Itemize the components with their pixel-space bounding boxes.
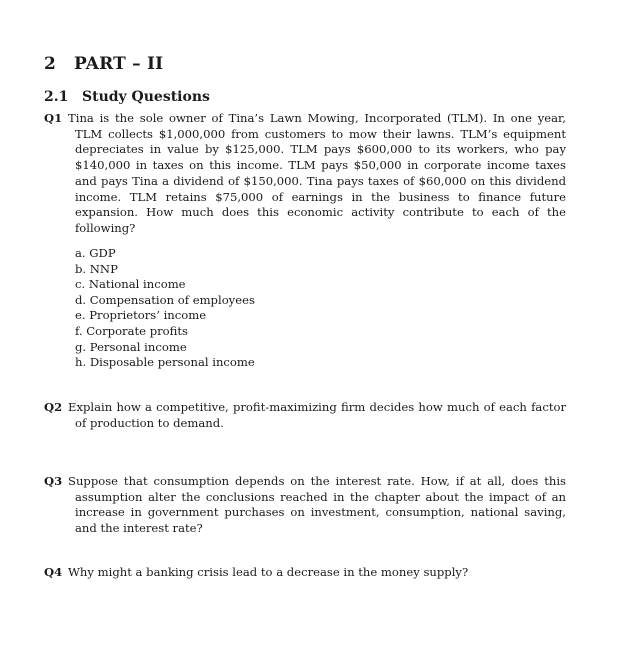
section-heading: [44, 54, 163, 74]
question-1-label: Q1: [44, 111, 63, 125]
question-2-label: Q2: [44, 400, 63, 414]
list-item: h. Disposable personal income: [75, 355, 255, 370]
question-2: [44, 400, 566, 431]
list-item: a. GDP: [75, 246, 116, 260]
question-2-text: Explain how a competitive, profit-maximizing firm decides how much of each factor of production to demand.: [68, 400, 566, 430]
question-3-text: Suppose that consumption depends on the interest rate. How, if at all, does this assumption alter the conclusions reached in the chapter about the impact of an increase in government purchases on investment, consumption, national saving, and the interest rate?: [68, 474, 566, 536]
question-3: [44, 474, 566, 537]
subsection-heading: [44, 89, 210, 105]
section-number: 2: [44, 54, 57, 74]
list-item: f. Corporate profits: [75, 323, 188, 338]
question-4-label: Q4: [44, 565, 63, 579]
list-item: d. Compensation of employees: [75, 292, 255, 307]
subsection-title: Study Questions: [82, 89, 210, 105]
subsection-number: 2.1: [44, 89, 69, 105]
question-4-text: Why might a banking crisis lead to a decrease in the money supply?: [68, 565, 469, 579]
question-1-text: Tina is the sole owner of Tina’s Lawn Mowing, Incorporated (TLM). In one year, TLM collects $1,000,000 from customers to mow their lawns. TLM’s equipment depreciates in value by $125,000. TLM pays $600,000 to its workers, who pay $140,000 in taxes on this income. TLM pays $50,000 in corporate income taxes and pays Tina a dividend of $150,000. Tina pays taxes of $60,000 on this dividend income. TLM retains $75,000 of earnings in the business to finance future expansion. How much does this economic activity contribute to each of the following?: [68, 111, 566, 235]
list-item: g. Personal income: [75, 339, 187, 354]
question-1: [44, 111, 566, 237]
list-item: b. NNP: [75, 261, 118, 276]
section-title: PART – II: [74, 54, 164, 74]
list-item: e. Proprietors’ income: [75, 308, 207, 323]
list-item: c. National income: [75, 277, 186, 292]
question-3-label: Q3: [44, 474, 63, 488]
question-4: [44, 565, 566, 581]
question-1-items: [75, 246, 255, 371]
